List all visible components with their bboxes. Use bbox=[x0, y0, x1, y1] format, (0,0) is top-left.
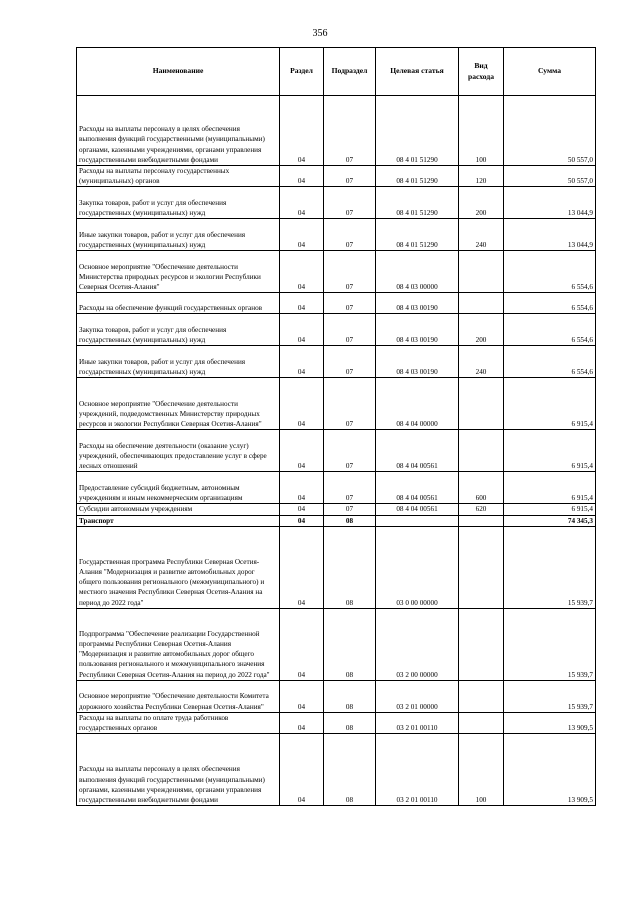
cell-sum: 50 557,0 bbox=[504, 166, 596, 187]
cell-name: Субсидии автономным учреждениям bbox=[77, 504, 280, 515]
cell-section: 04 bbox=[280, 187, 324, 219]
cell-target: 08 4 01 51290 bbox=[376, 219, 459, 251]
cell-target: 03 2 01 00110 bbox=[376, 712, 459, 733]
table-row bbox=[77, 187, 596, 219]
cell-expense-type bbox=[459, 430, 504, 472]
cell-name: Государственная программа Республики Северная Осетия-Алания "Модернизация и развитие автомобильных дорог общего пользования регионального (межмуниципального) и местного значения Республики Северная Осетия-Алания на период до 2022 года" bbox=[77, 526, 280, 608]
table-row bbox=[77, 96, 596, 166]
cell-subsection: 07 bbox=[324, 96, 376, 166]
cell-sum: 6 915,4 bbox=[504, 472, 596, 504]
cell-section: 04 bbox=[280, 515, 324, 526]
cell-expense-type: 200 bbox=[459, 187, 504, 219]
cell-name: Транспорт bbox=[77, 515, 280, 526]
cell-section: 04 bbox=[280, 712, 324, 733]
cell-target: 08 4 03 00190 bbox=[376, 314, 459, 346]
cell-target: 03 2 00 00000 bbox=[376, 608, 459, 680]
cell-section: 04 bbox=[280, 430, 324, 472]
cell-subsection: 07 bbox=[324, 472, 376, 504]
cell-sum: 6 554,6 bbox=[504, 293, 596, 314]
cell-target: 08 4 03 00190 bbox=[376, 293, 459, 314]
cell-sum: 6 554,6 bbox=[504, 346, 596, 378]
header-name: Наименование bbox=[77, 48, 280, 96]
table-row bbox=[77, 314, 596, 346]
cell-name: Иные закупки товаров, работ и услуг для обеспечения государственных (муниципальных) нужд bbox=[77, 346, 280, 378]
cell-expense-type: 600 bbox=[459, 472, 504, 504]
cell-expense-type: 620 bbox=[459, 504, 504, 515]
cell-section: 04 bbox=[280, 219, 324, 251]
cell-subsection: 08 bbox=[324, 734, 376, 806]
page-number: 356 bbox=[312, 28, 328, 39]
table-row bbox=[77, 378, 596, 430]
header-sum: Сумма bbox=[504, 48, 596, 96]
cell-sum: 13 909,5 bbox=[504, 712, 596, 733]
cell-expense-type bbox=[459, 712, 504, 733]
cell-expense-type: 240 bbox=[459, 219, 504, 251]
cell-target bbox=[376, 515, 459, 526]
cell-expense-type: 100 bbox=[459, 734, 504, 806]
cell-sum: 13 909,5 bbox=[504, 734, 596, 806]
cell-sum: 6 554,6 bbox=[504, 251, 596, 293]
cell-subsection: 08 bbox=[324, 680, 376, 712]
cell-sum: 74 345,3 bbox=[504, 515, 596, 526]
cell-expense-type bbox=[459, 680, 504, 712]
table-row bbox=[77, 346, 596, 378]
cell-subsection: 07 bbox=[324, 378, 376, 430]
cell-sum: 15 939,7 bbox=[504, 680, 596, 712]
cell-subsection: 07 bbox=[324, 166, 376, 187]
header-subsection: Подраздел bbox=[324, 48, 376, 96]
table-row bbox=[77, 680, 596, 712]
cell-name: Закупка товаров, работ и услуг для обеспечения государственных (муниципальных) нужд bbox=[77, 314, 280, 346]
cell-name: Расходы на выплаты персоналу в целях обеспечения выполнения функций государственными (муниципальными) органами, казенными учреждениями, органами управления государственными внебюджетными фондами bbox=[77, 734, 280, 806]
cell-section: 04 bbox=[280, 608, 324, 680]
table-row bbox=[77, 526, 596, 608]
cell-name: Расходы на обеспечение деятельности (оказание услуг) учреждений, обеспечивающих предоставление услуг в сфере лесных отношений bbox=[77, 430, 280, 472]
cell-target: 08 4 04 00561 bbox=[376, 430, 459, 472]
cell-name: Основное мероприятие "Обеспечение деятельности учреждений, подведомственных Министерству природных ресурсов и экологии Республики Северная Осетия-Алания" bbox=[77, 378, 280, 430]
cell-sum: 15 939,7 bbox=[504, 526, 596, 608]
cell-target: 08 4 01 51290 bbox=[376, 166, 459, 187]
cell-subsection: 08 bbox=[324, 526, 376, 608]
cell-sum: 6 915,4 bbox=[504, 378, 596, 430]
table-row bbox=[77, 712, 596, 733]
cell-name: Иные закупки товаров, работ и услуг для обеспечения государственных (муниципальных) нужд bbox=[77, 219, 280, 251]
cell-subsection: 07 bbox=[324, 346, 376, 378]
cell-expense-type: 240 bbox=[459, 346, 504, 378]
cell-subsection: 07 bbox=[324, 314, 376, 346]
table-row bbox=[77, 219, 596, 251]
cell-subsection: 08 bbox=[324, 712, 376, 733]
cell-expense-type bbox=[459, 251, 504, 293]
cell-target: 08 4 04 00561 bbox=[376, 472, 459, 504]
table-row bbox=[77, 251, 596, 293]
cell-name: Основное мероприятие "Обеспечение деятельности Комитета дорожного хозяйства Республики Северная Осетия-Алания" bbox=[77, 680, 280, 712]
cell-subsection: 07 bbox=[324, 251, 376, 293]
cell-sum: 6 915,4 bbox=[504, 430, 596, 472]
cell-sum: 15 939,7 bbox=[504, 608, 596, 680]
table-row bbox=[77, 430, 596, 472]
cell-subsection: 07 bbox=[324, 504, 376, 515]
cell-expense-type bbox=[459, 515, 504, 526]
cell-expense-type: 100 bbox=[459, 96, 504, 166]
cell-expense-type bbox=[459, 526, 504, 608]
cell-expense-type bbox=[459, 293, 504, 314]
cell-target: 08 4 03 00000 bbox=[376, 251, 459, 293]
cell-section: 04 bbox=[280, 166, 324, 187]
cell-expense-type bbox=[459, 608, 504, 680]
cell-subsection: 08 bbox=[324, 515, 376, 526]
budget-table bbox=[76, 47, 596, 806]
cell-name: Расходы на выплаты персоналу в целях обеспечения выполнения функций государственными (муниципальными) органами, казенными учреждениями, органами управления государственными внебюджетными фондами bbox=[77, 96, 280, 166]
cell-sum: 50 557,0 bbox=[504, 96, 596, 166]
cell-expense-type: 120 bbox=[459, 166, 504, 187]
cell-name: Расходы на выплаты персоналу государственных (муниципальных) органов bbox=[77, 166, 280, 187]
table-row bbox=[77, 293, 596, 314]
table-body bbox=[77, 96, 596, 806]
cell-expense-type bbox=[459, 378, 504, 430]
cell-section: 04 bbox=[280, 680, 324, 712]
cell-subsection: 07 bbox=[324, 293, 376, 314]
cell-target: 08 4 04 00000 bbox=[376, 378, 459, 430]
cell-target: 03 0 00 00000 bbox=[376, 526, 459, 608]
cell-section: 04 bbox=[280, 472, 324, 504]
cell-name: Расходы на выплаты по оплате труда работников государственных органов bbox=[77, 712, 280, 733]
cell-sum: 13 044,9 bbox=[504, 187, 596, 219]
cell-section: 04 bbox=[280, 378, 324, 430]
table-row bbox=[77, 504, 596, 515]
table-row bbox=[77, 515, 596, 526]
cell-name: Подпрограмма "Обеспечение реализации Государственной программы Республики Северная Осетия-Алания "Модернизация и развитие автомобильных дорог общего пользования регионального и межмуниципального значения Республики Северная Осетия-Алания на период до 2022 года" bbox=[77, 608, 280, 680]
cell-expense-type: 200 bbox=[459, 314, 504, 346]
cell-subsection: 07 bbox=[324, 219, 376, 251]
cell-subsection: 07 bbox=[324, 430, 376, 472]
cell-section: 04 bbox=[280, 526, 324, 608]
table-row bbox=[77, 166, 596, 187]
cell-sum: 13 044,9 bbox=[504, 219, 596, 251]
cell-target: 08 4 04 00561 bbox=[376, 504, 459, 515]
cell-subsection: 07 bbox=[324, 187, 376, 219]
cell-name: Расходы на обеспечение функций государственных органов bbox=[77, 293, 280, 314]
cell-section: 04 bbox=[280, 734, 324, 806]
cell-target: 08 4 03 00190 bbox=[376, 346, 459, 378]
table-row bbox=[77, 472, 596, 504]
cell-subsection: 08 bbox=[324, 608, 376, 680]
cell-target: 08 4 01 51290 bbox=[376, 96, 459, 166]
cell-name: Предоставление субсидий бюджетным, автономным учреждениям и иным некоммерческим организациям bbox=[77, 472, 280, 504]
cell-target: 08 4 01 51290 bbox=[376, 187, 459, 219]
table-row bbox=[77, 608, 596, 680]
cell-section: 04 bbox=[280, 346, 324, 378]
cell-section: 04 bbox=[280, 314, 324, 346]
cell-name: Основное мероприятие "Обеспечение деятельности Министерства природных ресурсов и экологии Республики Северная Осетия-Алания" bbox=[77, 251, 280, 293]
cell-sum: 6 915,4 bbox=[504, 504, 596, 515]
table-header-row bbox=[77, 48, 596, 96]
cell-section: 04 bbox=[280, 96, 324, 166]
cell-name: Закупка товаров, работ и услуг для обеспечения государственных (муниципальных) нужд bbox=[77, 187, 280, 219]
cell-sum: 6 554,6 bbox=[504, 314, 596, 346]
header-expense-type: Вид расхода bbox=[459, 48, 504, 96]
header-section: Раздел bbox=[280, 48, 324, 96]
cell-target: 03 2 01 00110 bbox=[376, 734, 459, 806]
cell-target: 03 2 01 00000 bbox=[376, 680, 459, 712]
cell-section: 04 bbox=[280, 293, 324, 314]
table-row bbox=[77, 734, 596, 806]
header-target: Целевая статья bbox=[376, 48, 459, 96]
cell-section: 04 bbox=[280, 504, 324, 515]
cell-section: 04 bbox=[280, 251, 324, 293]
